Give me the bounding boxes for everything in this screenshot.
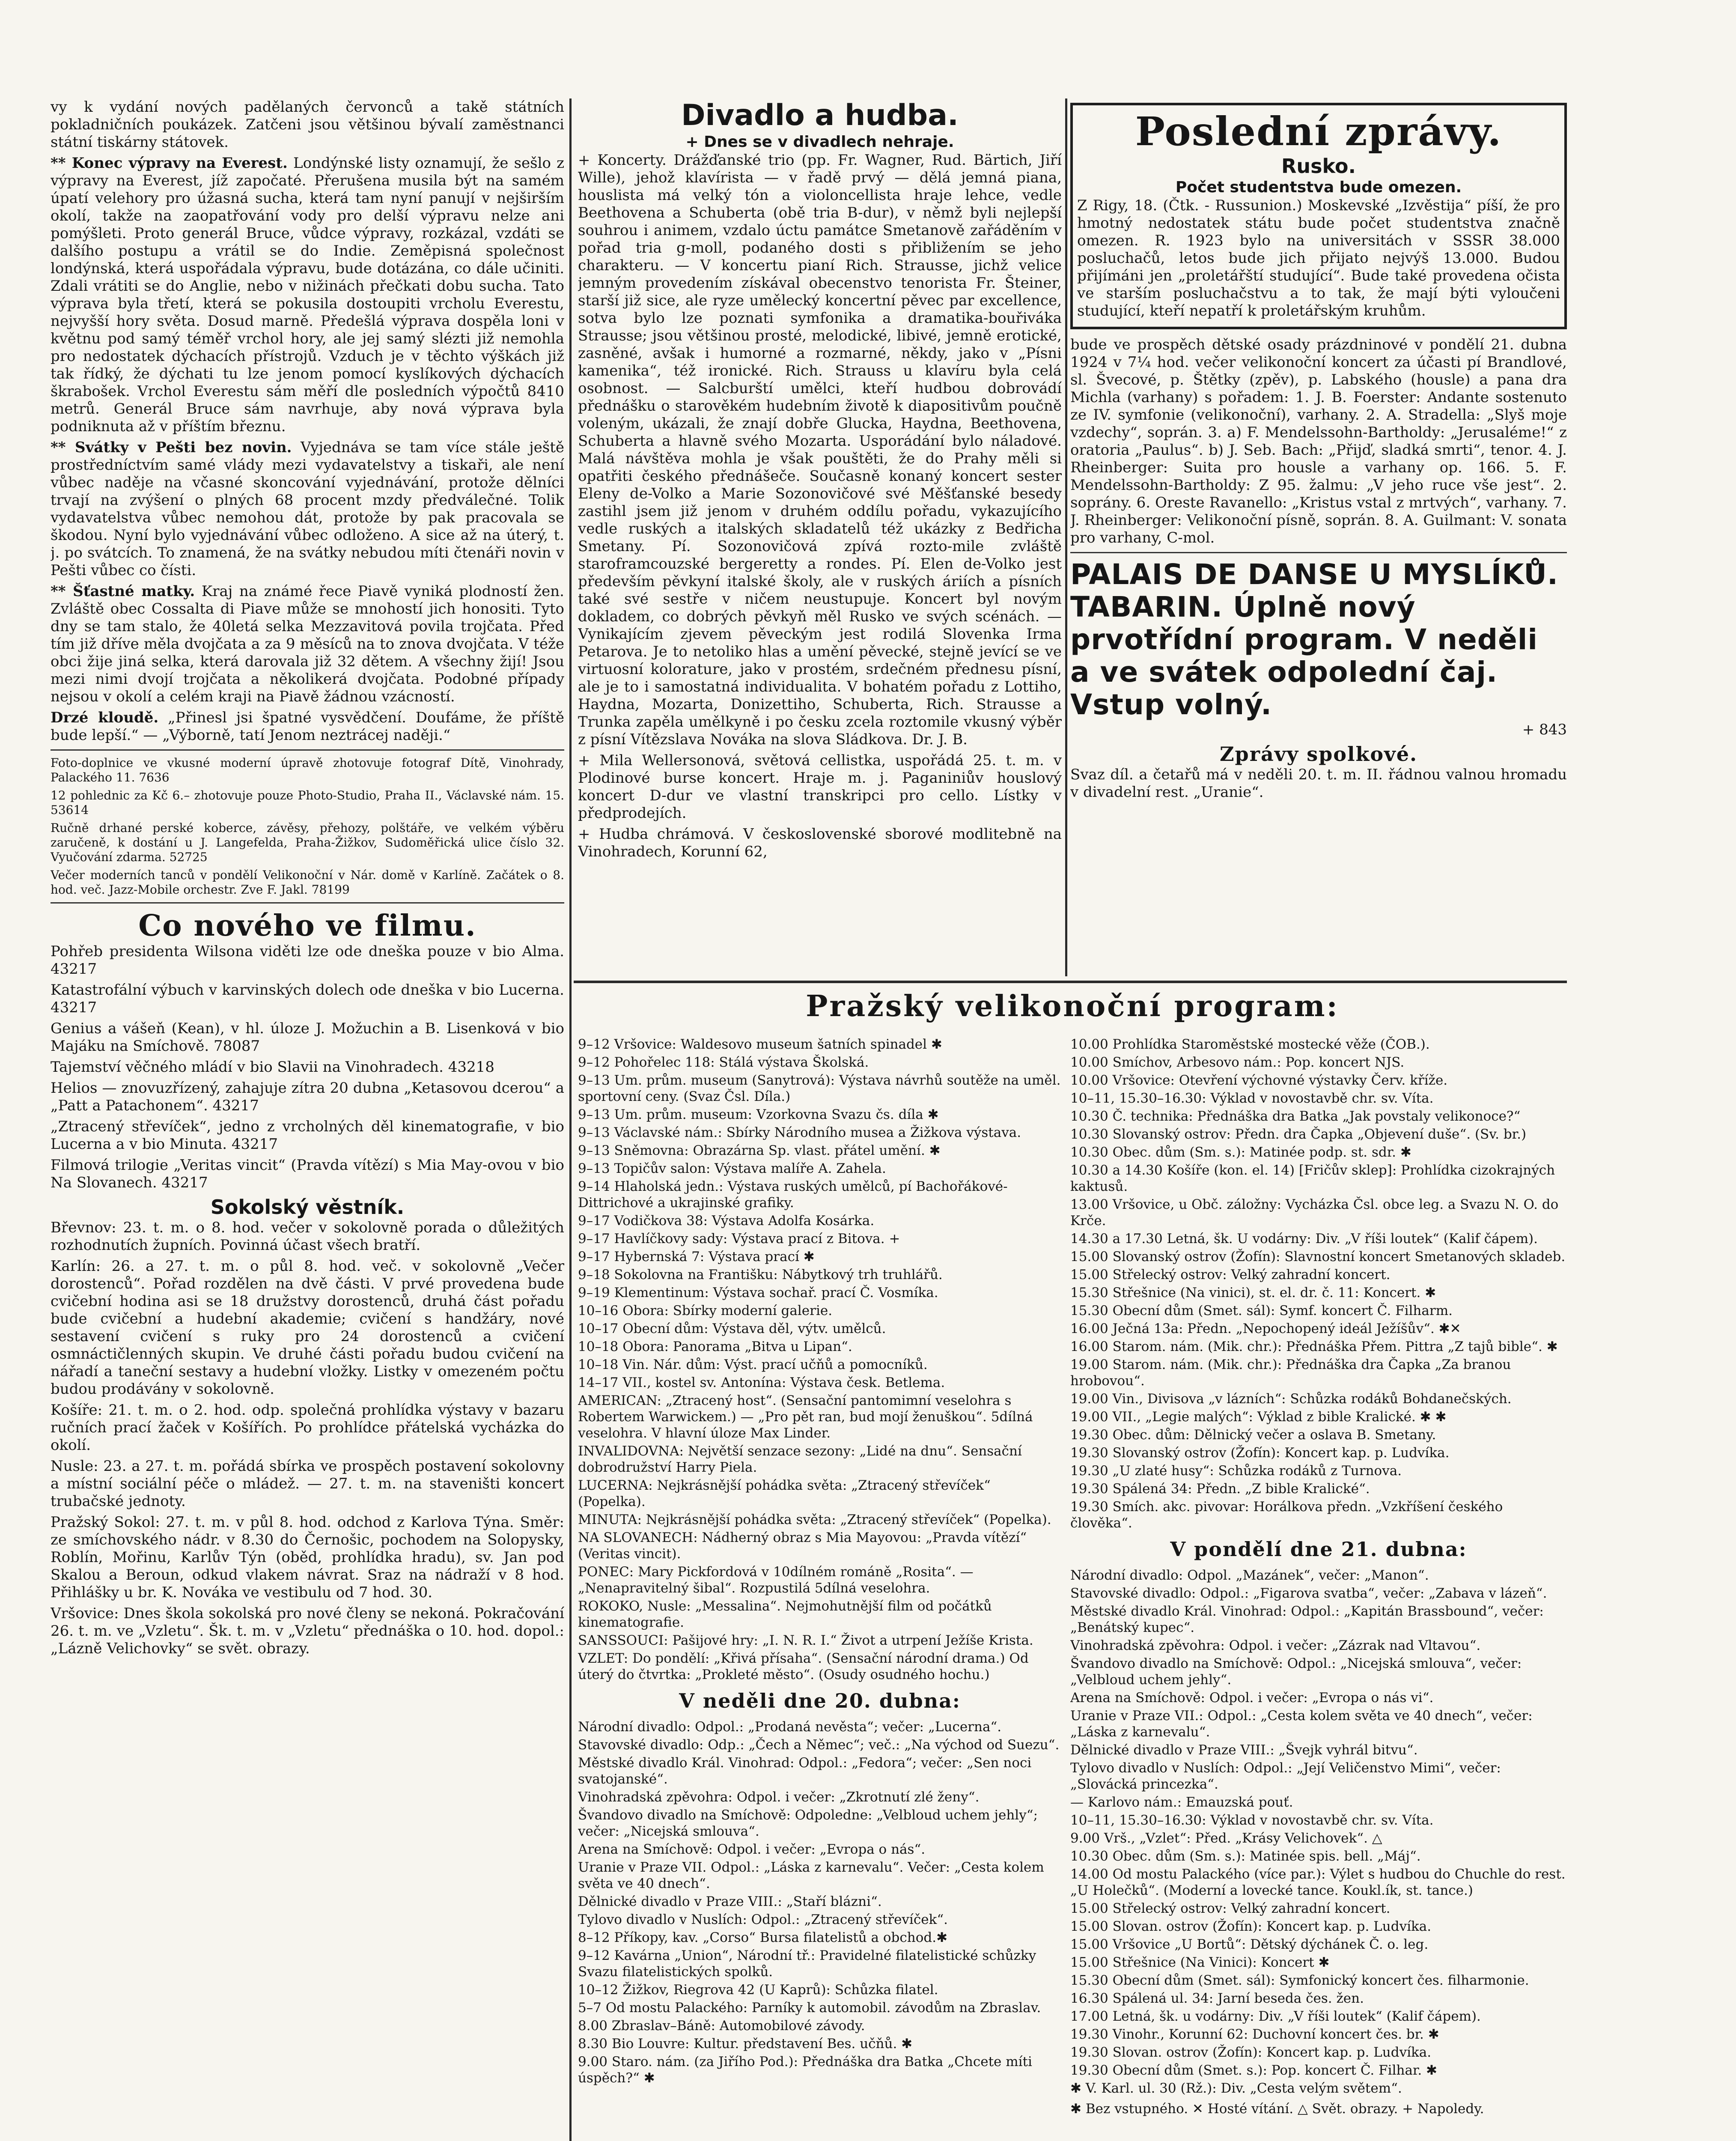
program-item: 15.00 Střelecký ostrov: Velký zahradní koncert. <box>1070 1901 1391 1916</box>
program-item: MINUTA: Nejkrásnější pohádka světa: „Ztracený střevíček“ (Popelka). <box>578 1512 1051 1527</box>
sokol-item: Nusle: 23. a 27. t. m. pořádá sbírka ve prospěch postavení sokolovny a místní sociální péče o mládež. — 27. t. m. na staveništi koncert trubačské jednoty. <box>51 1458 564 1510</box>
sunday-list <box>578 1719 1062 2086</box>
theatre-paragraph: + Mila Wellersonová, světová cellistka, uspořádá 25. t. m. v Plodinové burse koncert. Hraje m. j. Paganiniův houslový koncert D-dur ve vlastní transkripci pro cello. Lístky v předprodejích. <box>578 752 1062 822</box>
sokol-item: Břevnov: 23. t. m. o 8. hod. večer v sokolovně porada o důležitých rozhodnutích župních. Povinná účast všech bratří. <box>51 1219 564 1254</box>
program-item: Uranie v Praze VII.: Odpol.: „Cesta kolem světa ve 40 dnech“, večer: „Láska z karnevalu“. <box>1070 1708 1533 1740</box>
left-column <box>51 98 564 2141</box>
program-item: 19.30 Slovanský ostrov (Žofín): Koncert kap. p. Ludvíka. <box>1070 1445 1450 1461</box>
ad-reference: + 843 <box>1522 721 1567 738</box>
sokol-item: Pražský Sokol: 27. t. m. v půl 8. hod. odchod z Karlova Týna. Směr: ze smíchovského nádr. v 8.30 do Černošic, pochodem na Solopysky, Roblín, Mořinu, Karlův Týn (oběd, prohlídka hradu), sv. Jan pod Skalou a Beroun, odkud vlakem návrat. Sraz na nádraží v 8 hod. Přihlášky u br. K. Nováka ve vestibulu od 7 hod. 30. <box>51 1514 564 1601</box>
classified-ad: 12 pohlednic za Kč 6.– zhotovuje pouze Photo-Studio, Praha II., Václavské nám. 15. 53614 <box>51 788 564 817</box>
divider <box>1070 552 1567 553</box>
program-item: 9–12 Vršovice: Waldesovo museum šatních spinadel ✱ <box>578 1037 942 1052</box>
film-item: Tajemství věčného mládí v bio Slavii na Vinohradech. 43218 <box>51 1059 494 1076</box>
program-item: 16.00 Starom. nám. (Mik. chr.): Přednáška Přem. Pittra „Z tajů bible“. ✱ <box>1070 1339 1558 1354</box>
divider <box>51 749 564 751</box>
program-item: 19.30 Spálená 34: Předn. „Z bible Kralické“. <box>1070 1481 1370 1497</box>
program-item: 19.30 Slovan. ostrov (Žofín): Koncert kap. p. Ludvíka. <box>1070 2045 1432 2060</box>
program-item: Tylovo divadlo v Nuslích: Odpol.: „Její Veličenstvo Mimi“, večer: „Slovácká princezka“. <box>1070 1760 1501 1792</box>
article-joke <box>51 709 564 744</box>
classified-ad: Večer moderních tanců v pondělí Velikonoční v Nár. domě v Karlíně. Začátek o 8. hod. več. Jazz-Mobile orchestr. Zve F. Jakl. 78199 <box>51 868 564 897</box>
program-item: Dělnické divadlo v Praze VIII.: „Staří blázni“. <box>578 1894 882 1909</box>
program-item: AMERICAN: „Ztracený host“. (Sensační pantomimní veselohra s Robertem Warwickem.) — „Pro pět ran, bud mojí ženuškou“. 5dílná veselohra. V hlavní úloze Max Linder. <box>578 1393 1033 1441</box>
program-item: Arena na Smíchově: Odpol. i večer: „Evropa o nás“. <box>578 1842 926 1857</box>
program-item: 10.30 Obec. dům (Sm. s.): Matinée spis. bell. „Máj“. <box>1070 1849 1421 1864</box>
program-item: VZLET: Do pondělí: „Křivá přísaha“. (Sensační národní drama.) Od úterý do čtvrtka: „Prokleté město“. (Osudy osudného hochu.) <box>578 1651 1029 1682</box>
program-item: 9–13 Um. prům. museum: Vzorkovna Svazu čs. díla ✱ <box>578 1107 939 1122</box>
program-item: 9–17 Hybernská 7: Výstava prací ✱ <box>578 1249 815 1264</box>
program-item: 14.30 a 17.30 Letná, šk. U vodárny: Div. „V říši loutek“ (Kalif čápem). <box>1070 1231 1538 1246</box>
column-rule-middle <box>1065 98 1067 976</box>
program-right-column <box>1070 1036 1567 2141</box>
article-pest-title: ** Svátky v Pešti bez novin. <box>51 439 292 456</box>
article-joke-title: Drzé kloudě. <box>51 709 159 726</box>
film-item: Katastrofální výbuch v karvinských dolech ode dneška v bio Lucerna. 43217 <box>51 981 564 1016</box>
program-list <box>1070 1036 1567 1531</box>
article-matky <box>51 583 564 706</box>
program-item: 9–17 Vodičkova 38: Výstava Adolfa Kosárka. <box>578 1213 875 1229</box>
article-matky-text: Kraj na známé řece Piavě vyniká plodností žen. Zvláště obec Cossalta di Piave může se mnohostí jich honositi. Tyto dny se tam stalo, že 40letá selka Mezzavitová povila trojčata. Před tím již dříve měla dvojčata a za 9 měsíců na to znova dvojčata. V téže obci žije jiná selka, která darovala již 32 dětem. A všechny žijí! Jsou mezi nimi dvojí trojčata a několikerá dvojčata. Podobné případy nejsou v okolí a celém kraji na Piavě žádnou vzácností. <box>51 583 564 705</box>
program-item: 17.00 Letná, šk. u vodárny: Div. „V říši loutek“ (Kalif čápem). <box>1070 2009 1481 2024</box>
article-everest-title: ** Konec výpravy na Everest. <box>51 155 288 172</box>
program-item: 10–11, 15.30–16.30: Výklad v novostavbě chr. sv. Víta. <box>1070 1091 1434 1106</box>
latest-news-title: Poslední zprávy. <box>1135 108 1502 155</box>
program-item: 10.30 Slovanský ostrov: Předn. dra Čapka „Objevení duše“. (Sv. br.) <box>1070 1127 1527 1142</box>
program-item: 14.00 Od mostu Palackého (více par.): Výlet s hudbou do Chuchle do rest. „U Holečků“. (Moderní a lovecké tance. Koukl.ík, st. tance.) <box>1070 1867 1566 1898</box>
program-item: 9–12 Kavárna „Union“, Národní tř.: Pravidelné filatelistické schůzky Svazu filatelistických spolků. <box>578 1948 1036 1980</box>
program-item: 9–19 Klementinum: Výstava sochař. prací Č. Vosmíka. <box>578 1285 938 1300</box>
program-item: 10.30 a 14.30 Košíře (kon. el. 14) [Fričův sklep]: Prohlídka cizokrajných kaktusů. <box>1070 1163 1555 1194</box>
program-item: ROKOKO, Nusle: „Messalina“. Nejmohutnější film od počátků kinematografie. <box>578 1598 992 1630</box>
middle-column <box>578 98 1062 976</box>
sokol-section-title: Sokolský věstník. <box>210 1196 405 1219</box>
program-item: 8.30 Bio Louvre: Kultur. představení Bes. učňů. ✱ <box>578 2036 913 2052</box>
sokol-item: Košíře: 21. t. m. o 2. hod. odp. společná prohlídka výstavy v bazaru ručních prací žaček v Košířích. Po prohlídce přátelská vycházka do okolí. <box>51 1401 564 1454</box>
latest-news-text: Z Rigy, 18. (Čtk. - Russunion.) Moskevské „Izvěstija“ píší, že pro hmotný nedostatek státu bude počet studentstva značně omezen. R. 1923 bylo na universitách v SSSR 38.000 posluchačů, letos bude jich přijato nejvýš 13.000. Budou přijímáni jen „proletářští studující“. Bude také provedena očista ve starším posluchačstvu a to tak, že mají býti vyloučeni studující, kteří nepatří k proletářským kruhům. <box>1077 197 1560 319</box>
program-item: 15.30 Střešnice (Na vinici), st. el. dr. č. 11: Koncert. ✱ <box>1070 1285 1436 1300</box>
latest-news-subtitle: Rusko. <box>1281 155 1356 178</box>
program-item: 9–13 Václavské nám.: Sbírky Národního musea a Žižkova výstava. <box>578 1125 1021 1140</box>
program-item: 10–16 Obora: Sbírky moderní galerie. <box>578 1303 833 1318</box>
program-item: 10.30 Obec. dům (Sm. s.): Matinée podp. st. sdr. ✱ <box>1070 1145 1411 1160</box>
program-legend: ✱ Bez vstupného. ✕ Hosté vítání. △ Svět. obrazy. + Napoledy. <box>1070 2101 1484 2117</box>
program-item: 15.00 Slovanský ostrov (Žofín): Slavnostní koncert Smetanových skladeb. <box>1070 1249 1566 1264</box>
program-item: Vinohradská zpěvohra: Odpol. i večer: „Zkrotnutí zlé ženy“. <box>578 1789 980 1805</box>
program-item: 19.30 „U zlaté husy“: Schůzka rodáků z Turnova. <box>1070 1463 1402 1479</box>
program-item: NA SLOVANECH: Nádherný obraz s Mia Mayovou: „Pravda vítězí“ (Veritas vincit). <box>578 1530 1027 1562</box>
program-item: Stavovské divadlo: Odpol.: „Figarova svatba“, večer: „Zabava v lázeň“. <box>1070 1586 1547 1601</box>
societies-section-title: Zprávy spolkové. <box>1219 742 1418 766</box>
film-item: Filmová trilogie „Veritas vincit“ (Pravda vítězí) s Mia May-ovou v bio Na Slovanech. 43217 <box>51 1157 564 1191</box>
program-item: 9–14 Hlaholská jedn.: Výstava ruských umělců, pí Bachořákové-Dittrichové a ukrajinské grafiky. <box>578 1179 1008 1211</box>
program-item: 15.00 Vršovice „U Bortů“: Dětský dýchánek Č. o. leg. <box>1070 1937 1429 1952</box>
program-item: 8.00 Zbraslav–Báně: Automobilové závody. <box>578 2018 865 2034</box>
program-list <box>578 1036 1062 1683</box>
program-item: Národní divadlo: Odpol.: „Prodaná nevěsta“; večer: „Lucerna“. <box>578 1719 1002 1735</box>
program-item: PONEC: Mary Pickfordová v 10dílném románě „Rosita“. — „Nenapravitelný šibal“. Rozpustilá 5dílná veselohra. <box>578 1564 974 1596</box>
film-item: Pohřeb presidenta Wilsona viděti lze ode dneška pouze v bio Alma. 43217 <box>51 943 564 978</box>
program-item: 9.00 Vrš., „Vzlet“: Před. „Krásy Velichovek“. △ <box>1070 1831 1382 1846</box>
program-item: Městské divadlo Král. Vinohrad: Odpol.: „Fedora“; večer: „Sen noci svatojanské“. <box>578 1755 1032 1787</box>
monday-title: V pondělí dne 21. dubna: <box>1170 1538 1467 1561</box>
program-item: 15.00 Střelecký ostrov: Velký zahradní koncert. <box>1070 1267 1391 1282</box>
latest-news-headline: Počet studentstva bude omezen. <box>1175 179 1462 196</box>
palais-de-danse-ad: PALAIS DE DANSE U MYSLÍKŮ. TABARIN. Úplně nový prvotřídní program. V neděli a ve svátek odpolední čaj. Vstup volný. <box>1070 558 1558 721</box>
monday-list <box>1070 1567 1567 2096</box>
program-item: 19.00 Starom. nám. (Mik. chr.): Přednáška dra Čapka „Za branou hrobovou“. <box>1070 1357 1511 1389</box>
program-item: 10–12 Žižkov, Riegrova 42 (U Kaprů): Schůzka filatel. <box>578 1982 938 1998</box>
article-everest-text: Londýnské listy oznamují, že sešlo z výpravy na Everest, jíž započaté. Přerušena musila být na samém úpatí velehory pro úžasná sucha, která tam nyní panují v nejširším okolí, takže na zaopatřování vody pro delší výpravu nelze ani pomýšleti. Proto generál Bruce, vůdce výpravy, rozkázal, vzdáti se dalšího postupu a vrátil se do Indie. Zeměpisná společnost londýnská, která uspořádala výpravu, bude dotázána, co dále učiniti. Zdali vrátiti se do Anglie, nebo v nižinách přečkati dobu sucha. Tato výprava byla třetí, která se pokusila dostoupiti vrcholu Everestu, nejvyšší hory světa. Dosud marně. Předešlá výprava dospěla loni v květnu pod samý téměř vrchol hory, ale jej samý slézti již nemohla pro nedostatek dýchacích přístrojů. Vzduch je v těchto výškách již tak řídký, že dýchati tu lze jenom pomocí kyslíkových dýchacích škrabošek. Vrchol Everestu sám měří dle posledních výpočtů 8410 metrů. Generál Bruce sám navrhuje, aby nová výprava byla podniknuta až v příštím březnu. <box>51 155 564 435</box>
program-item: 19.30 Vinohr., Korunní 62: Duchovní koncert čes. br. ✱ <box>1070 2027 1439 2042</box>
program-item: 10.00 Vršovice: Otevření výchovné výstavky Červ. kříže. <box>1070 1073 1448 1088</box>
column-rule-left <box>569 98 572 2141</box>
theatre-section-title: Divadlo a hudba. <box>681 98 959 132</box>
program-left-column <box>578 1036 1062 2141</box>
easter-program <box>578 989 1567 2141</box>
program-item: ✱ V. Karl. ul. 30 (Rž.): Div. „Cesta velým světem“. <box>1070 2081 1402 2096</box>
article-everest <box>51 155 564 435</box>
program-item: 19.00 VII., „Legie malých“: Výklad z bible Kralické. ✱ ✱ <box>1070 1409 1447 1425</box>
divider <box>51 902 564 904</box>
program-item: 15.30 Obecní dům (Smet. sál): Symfonický koncert čes. filharmonie. <box>1070 1973 1529 1988</box>
intro-paragraph: vy k vydání nových padělaných červonců a takě státních pokladničních poukázek. Zatčeni jsou většinou bývalí zaměstnanci státní tiskárny státovek. <box>51 98 564 151</box>
program-item: Uranie v Praze VII. Odpol.: „Láska z karnevalu“. Večer: „Cesta kolem světa ve 40 dnech“. <box>578 1860 1044 1891</box>
program-item: LUCERNA: Nejkrásnější pohádka světa: „Ztracený střevíček“ (Popelka). <box>578 1478 991 1509</box>
program-item: 9–13 Sněmovna: Obrazárna Sp. vlast. přátel umění. ✱ <box>578 1143 941 1158</box>
program-item: 19.30 Obec. dům: Dělnický večer a oslava B. Smetany. <box>1070 1427 1436 1443</box>
program-item: Dělnické divadlo v Praze VIII.: „Švejk vyhrál bitvu“. <box>1070 1742 1418 1758</box>
program-item: Městské divadlo Král. Vinohrad: Odpol.: „Kapitán Brassbound“, večer: „Benátský kupec“. <box>1070 1604 1544 1635</box>
article-matky-title: ** Šťastné matky. <box>51 583 195 600</box>
program-item: 14–17 VII., kostel sv. Antonína: Výstava česk. Betlema. <box>578 1375 945 1390</box>
program-item: 19.30 Smích. akc. pivovar: Horálkova předn. „Vzkříšení českého člověka“. <box>1070 1499 1503 1531</box>
classified-ad: Foto-doplnice ve vkusné moderní úpravě zhotovuje fotograf Dítě, Vinohrady, Palackého 11. 7636 <box>51 756 564 784</box>
film-item: Genius a vášeň (Kean), v hl. úloze J. Možuchin a B. Lisenková v bio Majáku na Smíchově. 78087 <box>51 1020 564 1055</box>
program-item: SANSSOUCI: Pašijové hry: „I. N. R. I.“ Život a utrpení Ježíše Krista. <box>578 1633 1033 1648</box>
program-item: 10.00 Smíchov, Arbesovo nám.: Pop. koncert NJS. <box>1070 1055 1405 1070</box>
latest-news-box <box>1070 103 1567 329</box>
program-item: Švandovo divadlo na Smíchově: Odpoledne: „Velbloud uchem jehly“; večer: „Nicejská smlouva“. <box>578 1807 1038 1839</box>
program-item: 5–7 Od mostu Palackého: Parníky k automobil. závodům na Zbraslav. <box>578 2000 1041 2016</box>
program-item: 10.00 Prohlídka Staroměstské mostecké věže (ČOB.). <box>1070 1037 1430 1052</box>
theatre-paragraph: + Koncerty. Drážďanské trio (pp. Fr. Wagner, Rud. Bärtich, Jiří Wille), jehož klavírista — v řadě prvý — dělá jemná piana, houslista má velký tón a violoncellista hraje lehce, vedle Beethovena a Schuberta (obě tria B-dur), v němž byli nejlepší souhrou i animem, vzdalo úctu památce Smetanově zařáděním v pořad tria g-moll, podaného dosti s přibližením se jeho charakteru. — V koncertu pianí Rich. Strausse, jichž velice jemným provedením získával obecenstvo tenorista Fr. Šteiner, starší již sice, ale ryze umělecký koncertní pěvec par excellence, sotva bylo lze poznati symfonika a dramatika-bouřiváka Strausse; jsou většinou prosté, melodické, libivé, jemně erotické, zasněné, avšak i humorné a rozmarné, někdy, jako v „Písni kamenika“, též ironické. Rich. Strauss u klavíru byla celá osobnost. — Salcburští umělci, kteří hudbou dobrovádí přednášku o starověkém hudebním životě k diapositivům poučně voleným, ukázali, že znají dobře Glucka, Haydna, Beethovena, Schuberta a hlavně svého Mozarta. Usporádání bylo náladové. Malá návštěva mohla je však pouštěti, že do Prahy měli si opatřiti českého přednášeče. Současně konaný koncert sester Eleny de-Volko a Marie Sozonovičové své Měšťanské besedy zastihl jsem již jenom v druhém oddílu pořadu, vykazujícího vedle ruských a italských skladatelů též ukázky z Bedřicha Smetany. Pí. Sozonovičová zpívá rozto-mile zvláště staroframcouzské bergeretty a rondes. Pí. Elen de-Volko jest především pěvkyní italské školy, ale v ruských áriích a písních také své sestře v ničem neustupuje. Koncert byl novým dokladem, co dobrých pěvkyň měl Rusko ve svých scénách. — Vynikajícím zjevem pěveckým jest rodilá Slovenka Irma Petarova. Je to netoliko hlas a umění pěvecké, stejně jevící se ve virtuosní kolorature, jako v prostém, srdečném přednesu písní, ale je to i samostatná individualita. V bohatém pořadu z Lottiho, Haydna, Mozarta, Donizettiho, Schuberta, Rich. Strausse a Trunka zapěla umělkyně i po česku zcela roztomile vkusný výběr z písní Vítězslava Nováka na slova Sládkova. Dr. J. B. <box>578 152 1062 748</box>
program-item: Národní divadlo: Odpol. „Mazánek“, večer: „Manon“. <box>1070 1568 1429 1583</box>
program-item: 16.00 Ječná 13a: Předn. „Nepochopený ideál Ježíšův“. ✱✕ <box>1070 1321 1461 1336</box>
program-item: Tylovo divadlo v Nuslích: Odpol.: „Ztracený střevíček“. <box>578 1912 948 1927</box>
program-item: 10–18 Vin. Nár. dům: Výst. prací učňů a pomocníků. <box>578 1357 928 1372</box>
sokol-item: Vršovice: Dnes škola sokolská pro nové členy se nekoná. Pokračování 26. t. m. ve „Vzletu“. Šk. t. m. v „Vzletu“ přednáška o 10. hod. dopol.: „Lázně Velichovky“ se svět. obrazy. <box>51 1605 564 1657</box>
program-top-rule <box>574 981 1567 983</box>
program-item: 10–18 Obora: Panorama „Bitva u Lipan“. <box>578 1339 852 1354</box>
article-pest <box>51 439 564 579</box>
program-item: 15.00 Slovan. ostrov (Žofín): Koncert kap. p. Ludvíka. <box>1070 1919 1432 1934</box>
program-item: 19.30 Obecní dům (Smet. s.): Pop. koncert Č. Filhar. ✱ <box>1070 2063 1438 2078</box>
program-item: 10.30 Č. technika: Přednáška dra Batka „Jak povstaly velikonoce?“ <box>1070 1109 1521 1124</box>
program-item: 15.00 Střešnice (Na Vinici): Koncert ✱ <box>1070 1955 1330 1970</box>
program-item: 10–17 Obecní dům: Výstava děl, výtv. umělců. <box>578 1321 886 1336</box>
program-item: 9–13 Topičův salon: Výstava malíře A. Zahela. <box>578 1161 886 1176</box>
program-item: 8–12 Příkopy, kav. „Corso“ Bursa filatelistů a obchod.✱ <box>578 1930 948 1945</box>
program-item: 9–17 Havlíčkovy sady: Výstava prací z Bitova. + <box>578 1231 900 1246</box>
program-title: Pražský velikonoční program: <box>806 989 1339 1023</box>
program-item: 15.30 Obecní dům (Smet. sál): Symf. koncert Č. Filharm. <box>1070 1303 1453 1318</box>
article-pest-text: Vyjednáva se tam více stále ještě prostředníctvím samé vlády mezi vydavatelstvy a tiskaři, ale není vůbec naděje na včasné skoncování vyjednávání, protože dělníci trvají na zvýšení o plných 68 procent mzdy předválečné. Tolik vydavatelstva vůbec nemohou dát, protože by pak pracovala se škodou. Nyní bylo vyjednávání vůbec odloženo. A sice až na úterý, t. j. po svátcích. To znamená, že na svátky nebudou míti čtenáři novin v Pešti vůbec co čísti. <box>51 439 564 579</box>
program-item: 13.00 Vršovice, u Obč. záložny: Vycházka Čsl. obce leg. a Svazu N. O. do Krče. <box>1070 1197 1559 1229</box>
program-item: — Karlovo nám.: Emauzská pouť. <box>1070 1795 1293 1810</box>
program-item: Arena na Smíchově: Odpol. i večer: „Evropa o nás vi“. <box>1070 1690 1434 1706</box>
program-item: 10–11, 15.30–16.30: Výklad v novostavbě chr. sv. Víta. <box>1070 1813 1434 1828</box>
program-item: 9–18 Sokolovna na Františku: Nábytkový trh truhlářů. <box>578 1267 943 1282</box>
theatre-paragraph: + Hudba chrámová. V československé sborové modlitebně na Vinohradech, Korunní 62, <box>578 826 1062 860</box>
program-item: 9–13 Um. prům. museum (Sanytrová): Výstava návrhů soutěže na uměl. sportovní ceny. (Svaz Čsl. Díla.) <box>578 1073 1061 1104</box>
program-item: 9–12 Pohořelec 118: Stálá výstava Školská. <box>578 1055 869 1070</box>
program-item: 19.00 Vin., Divisova „v lázních“: Schůzka rodáků Bohdanečských. <box>1070 1391 1512 1407</box>
sokol-item: Karlín: 26. a 27. t. m. o půl 8. hod. več. v sokolovně „Večer dorostenců“. Pořad rozdělen na dvě části. V prvé provedena bude cvičební hodina asi se 18 družstvy dorostenců, druhá část pořadu bude cvičební a hudební akademie; cvičení s handžáry, nové sestavení cvičení s ruky pro 24 dorostenců a cvičení osmnáctičlenných skupin. Ve druhé části pořadu budou cvičení na nářadí a taneční sestavy a hudební vložky. Listky v omezeném počtu budou prodávány v sokolovně. <box>51 1258 564 1398</box>
film-section-title: Co nového ve filmu. <box>138 909 476 943</box>
film-item: Helios — znovuzřízený, zahajuje zítra 20 dubna „Ketasovou dcerou“ a „Patt a Patachonem“. 43217 <box>51 1079 564 1114</box>
societies-text: Svaz díl. a četařů má v neděli 20. t. m. II. řádnou valnou hromadu v divadelní rest. „Uranie“. <box>1070 766 1567 801</box>
article-joke-text: „Přinesl jsi špatné vysvědčení. Doufáme, že příště bude lepší.“ — „Výborně, tatí Jenom neztrácej naději.“ <box>51 709 564 744</box>
classified-ad: Ručně drhané perské koberce, závěsy, přehozy, polštáře, ve velkém výběru zaručeně, k dostání u J. Langefelda, Praha-Žižkov, Sudoměřická ulice číslo 32. Vyučování zdarma. 52725 <box>51 821 564 864</box>
sunday-title: V neděli dne 20. dubna: <box>679 1689 961 1712</box>
program-item: Stavovské divadlo: Odp.: „Čech a Němec“; več.: „Na východ od Suezu“. <box>578 1737 1060 1753</box>
program-item: 16.30 Spálená ul. 34: Jarní beseda čes. žen. <box>1070 1991 1364 2006</box>
concert-announcement: bude ve prospěch dětské osady prázdninové v pondělí 21. dubna 1924 v 7¼ hod. večer velikonoční koncert za účasti pí Brandlové, sl. Švecové, p. Štětky (zpěv), p. Labského (housle) a pana dra Michla (varhany) s pořadem: 1. J. B. Foerster: Andante sostenuto ze IV. symfonie (velikonoční), varhany. 2. A. Stradella: „Slyš moje vzdechy“, soprán. 3. a) F. Mendelssohn-Bartholdy: „Jerusaléme!“ z oratoria „Paulus“. b) J. Seb. Bach: „Přijď, sladká smrti“, tenor. 4. J. Rheinberger: Suita pro housle a varhany op. 166. 5. F. Mendelssohn-Bartholdy: Z 95. žalmu: „V jeho ruce vše jest“. 2. soprány. 6. Oreste Ravanello: „Kristus vstal z mrtvých“, varhany. 7. J. Rheinberger: Velikonoční písně, soprán. 8. A. Guilmant: V. sonata pro varhany, C-mol. <box>1070 336 1567 546</box>
theatre-subtitle: + Dnes se v divadlech nehraje. <box>685 133 954 151</box>
right-column <box>1070 98 1567 976</box>
program-item: 9.00 Staro. nám. (za Jiřího Pod.): Přednáška dra Batka „Chcete míti úspěch?“ ✱ <box>578 2054 1032 2086</box>
program-item: INVALIDOVNA: Největší senzace sezony: „Lidé na dnu“. Sensační dobrodružství Harry Piela. <box>578 1443 1022 1475</box>
program-item: Švandovo divadlo na Smíchově: Odpol.: „Nicejská smlouva“, večer: „Velbloud uchem jehly“. <box>1070 1656 1522 1688</box>
film-item: „Ztracený střevíček“, jedno z vrcholných děl kinematografie, v bio Lucerna a v bio Minuta. 43217 <box>51 1118 564 1153</box>
program-item: Vinohradská zpěvohra: Odpol. i večer: „Zázrak nad Vltavou“. <box>1070 1638 1481 1653</box>
